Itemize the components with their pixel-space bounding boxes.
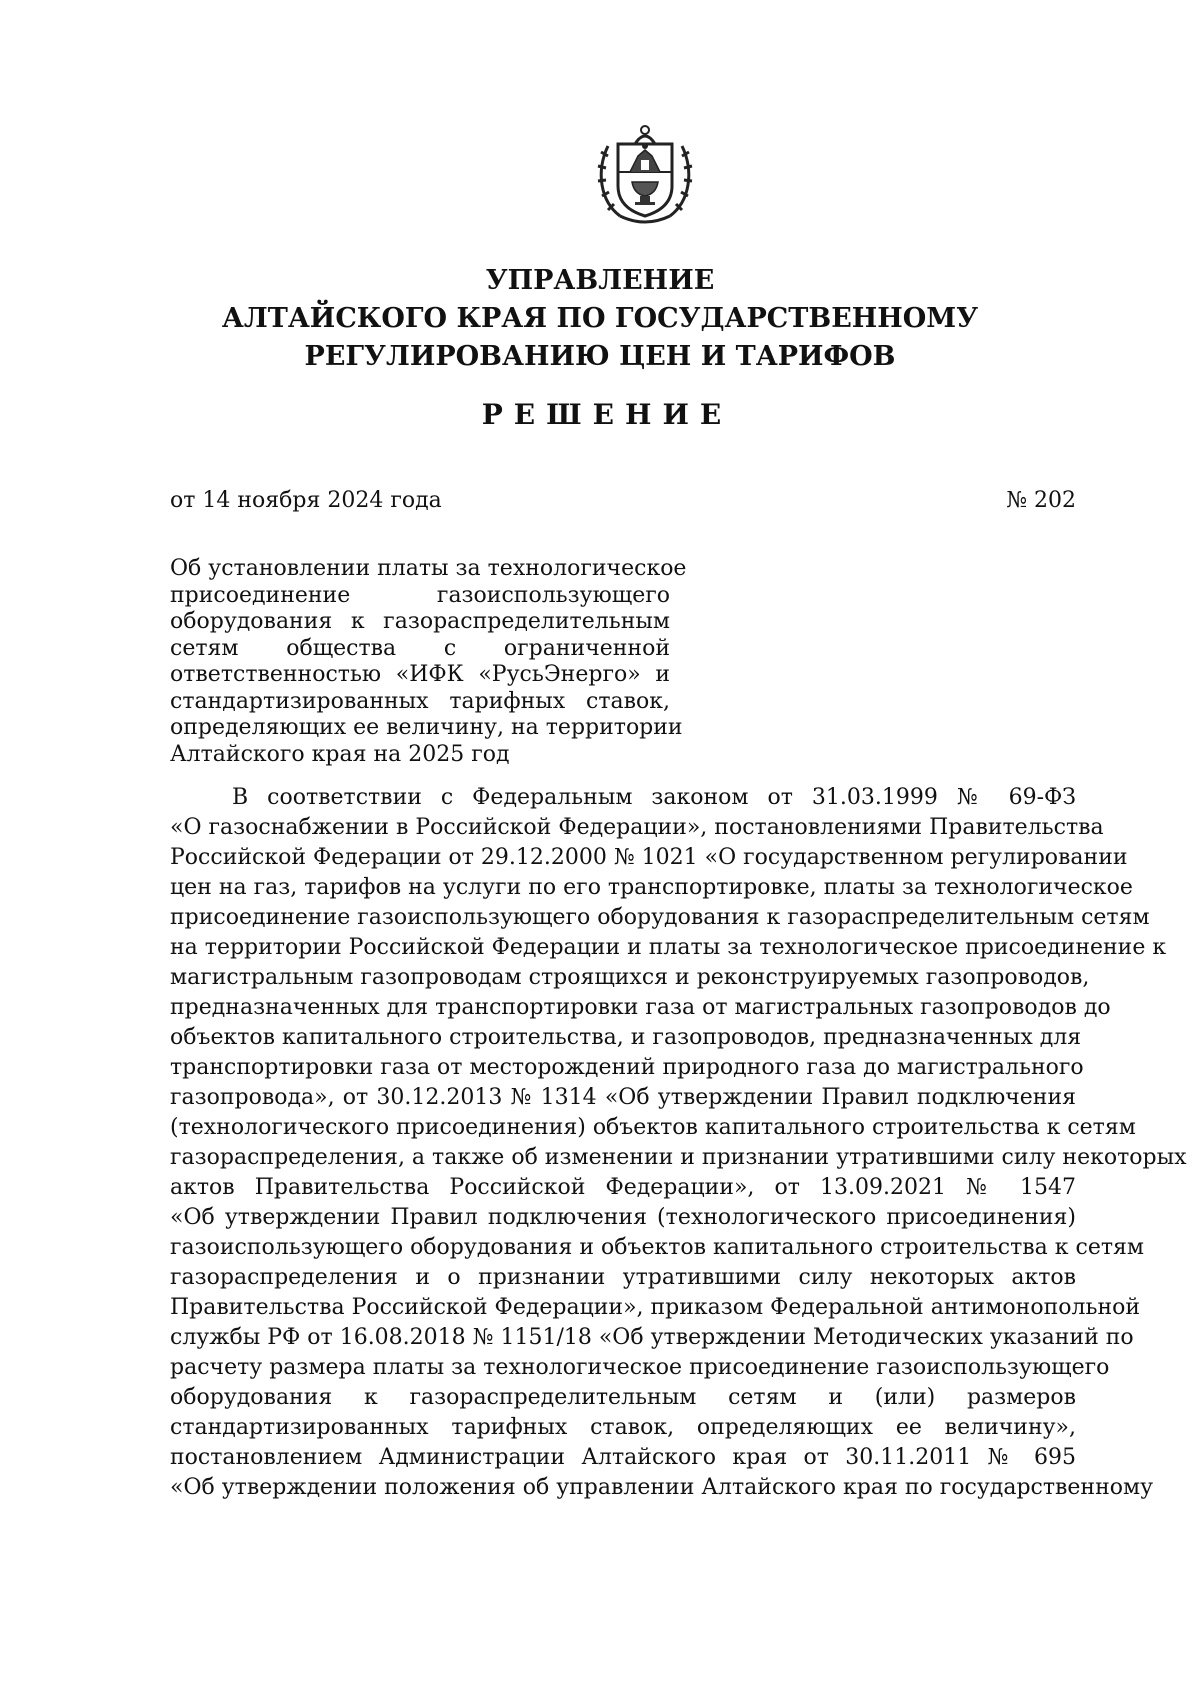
body-line: газопровода», от 30.12.2013 № 1314 «Об утверждении Правил подключения — [170, 1085, 1076, 1110]
body-line: объектов капитального строительства, и газопроводов, предназначенных для — [170, 1025, 1082, 1050]
body-line: «Об утверждении Правил подключения (технологического присоединения) — [170, 1205, 1076, 1230]
subject-line: Алтайского края на 2025 год — [170, 741, 510, 767]
organization-title — [0, 262, 1200, 376]
body-line: постановлением Администрации Алтайского края от 30.11.2011 № 695 — [170, 1445, 1076, 1470]
body-line: актов Правительства Российской Федерации», от 13.09.2021 № 1547 — [170, 1175, 1076, 1200]
body-line: газораспределения, а также об изменении и признании утратившими силу некоторых — [170, 1145, 1187, 1170]
body-line: газоиспользующего оборудования и объектов капитального строительства к сетям — [170, 1235, 1144, 1260]
body-line: оборудования к газораспределительным сетям и (или) размеров — [170, 1385, 1076, 1410]
body-line: газораспределения и о признании утратившими силу некоторых актов — [170, 1265, 1076, 1290]
document-date: от 14 ноября 2024 года — [170, 488, 442, 513]
body-line: Российской Федерации от 29.12.2000 № 1021 «О государственном регулировании — [170, 845, 1128, 870]
document-type-heading: РЕШЕНИЕ — [481, 398, 733, 431]
body-line: «Об утверждении положения об управлении Алтайского края по государственному — [170, 1475, 1154, 1500]
subject-line: оборудования к газораспределительным — [170, 609, 670, 634]
subject-line: Об установлении платы за технологическое — [170, 556, 687, 581]
body-line: В соответствии с Федеральным законом от 31.03.1999 № 69-ФЗ — [232, 785, 1076, 810]
body-line: магистральным газопроводам строящихся и реконструируемых газопроводов, — [170, 965, 1090, 990]
body-line: предназначенных для транспортировки газа от магистральных газопроводов до — [170, 995, 1111, 1020]
body-line: (технологического присоединения) объектов капитального строительства к сетям — [170, 1115, 1136, 1140]
org-title-line-3: РЕГУЛИРОВАНИЮ ЦЕН И ТАРИФОВ — [304, 341, 896, 372]
document-number: № 202 — [1006, 488, 1076, 513]
body-line: «О газоснабжении в Российской Федерации», постановлениями Правительства — [170, 815, 1104, 840]
coat-of-arms-icon — [590, 116, 700, 236]
body-line: транспортировки газа от месторождений природного газа до магистрального — [170, 1055, 1084, 1080]
document-body — [170, 783, 1187, 1503]
body-line: Правительства Российской Федерации», приказом Федеральной антимонопольной — [170, 1295, 1141, 1320]
subject-line: сетям общества с ограниченной — [170, 635, 670, 661]
subject-line: стандартизированных тарифных ставок, — [170, 688, 670, 714]
document-subject — [170, 556, 687, 768]
body-line: цен на газ, тарифов на услуги по его транспортировке, платы за технологическое — [170, 875, 1133, 900]
org-title-line-2: АЛТАЙСКОГО КРАЯ ПО ГОСУДАРСТВЕННОМУ — [221, 303, 979, 334]
body-line: присоединение газоиспользующего оборудования к газораспределительным сетям — [170, 905, 1150, 930]
body-line: на территории Российской Федерации и платы за технологическое присоединение к — [170, 935, 1167, 960]
subject-line: определяющих ее величину, на территории — [170, 715, 683, 740]
org-title-line-1: УПРАВЛЕНИЕ — [485, 265, 715, 296]
subject-line: ответственностью «ИФК «РусьЭнерго» и — [170, 662, 670, 687]
body-line: стандартизированных тарифных ставок, определяющих ее величину», — [170, 1415, 1076, 1440]
body-line: службы РФ от 16.08.2018 № 1151/18 «Об утверждении Методических указаний по — [170, 1325, 1134, 1350]
subject-line: присоединение газоиспользующего — [170, 582, 670, 608]
body-line: расчету размера платы за технологическое присоединение газоиспользующего — [170, 1355, 1110, 1380]
